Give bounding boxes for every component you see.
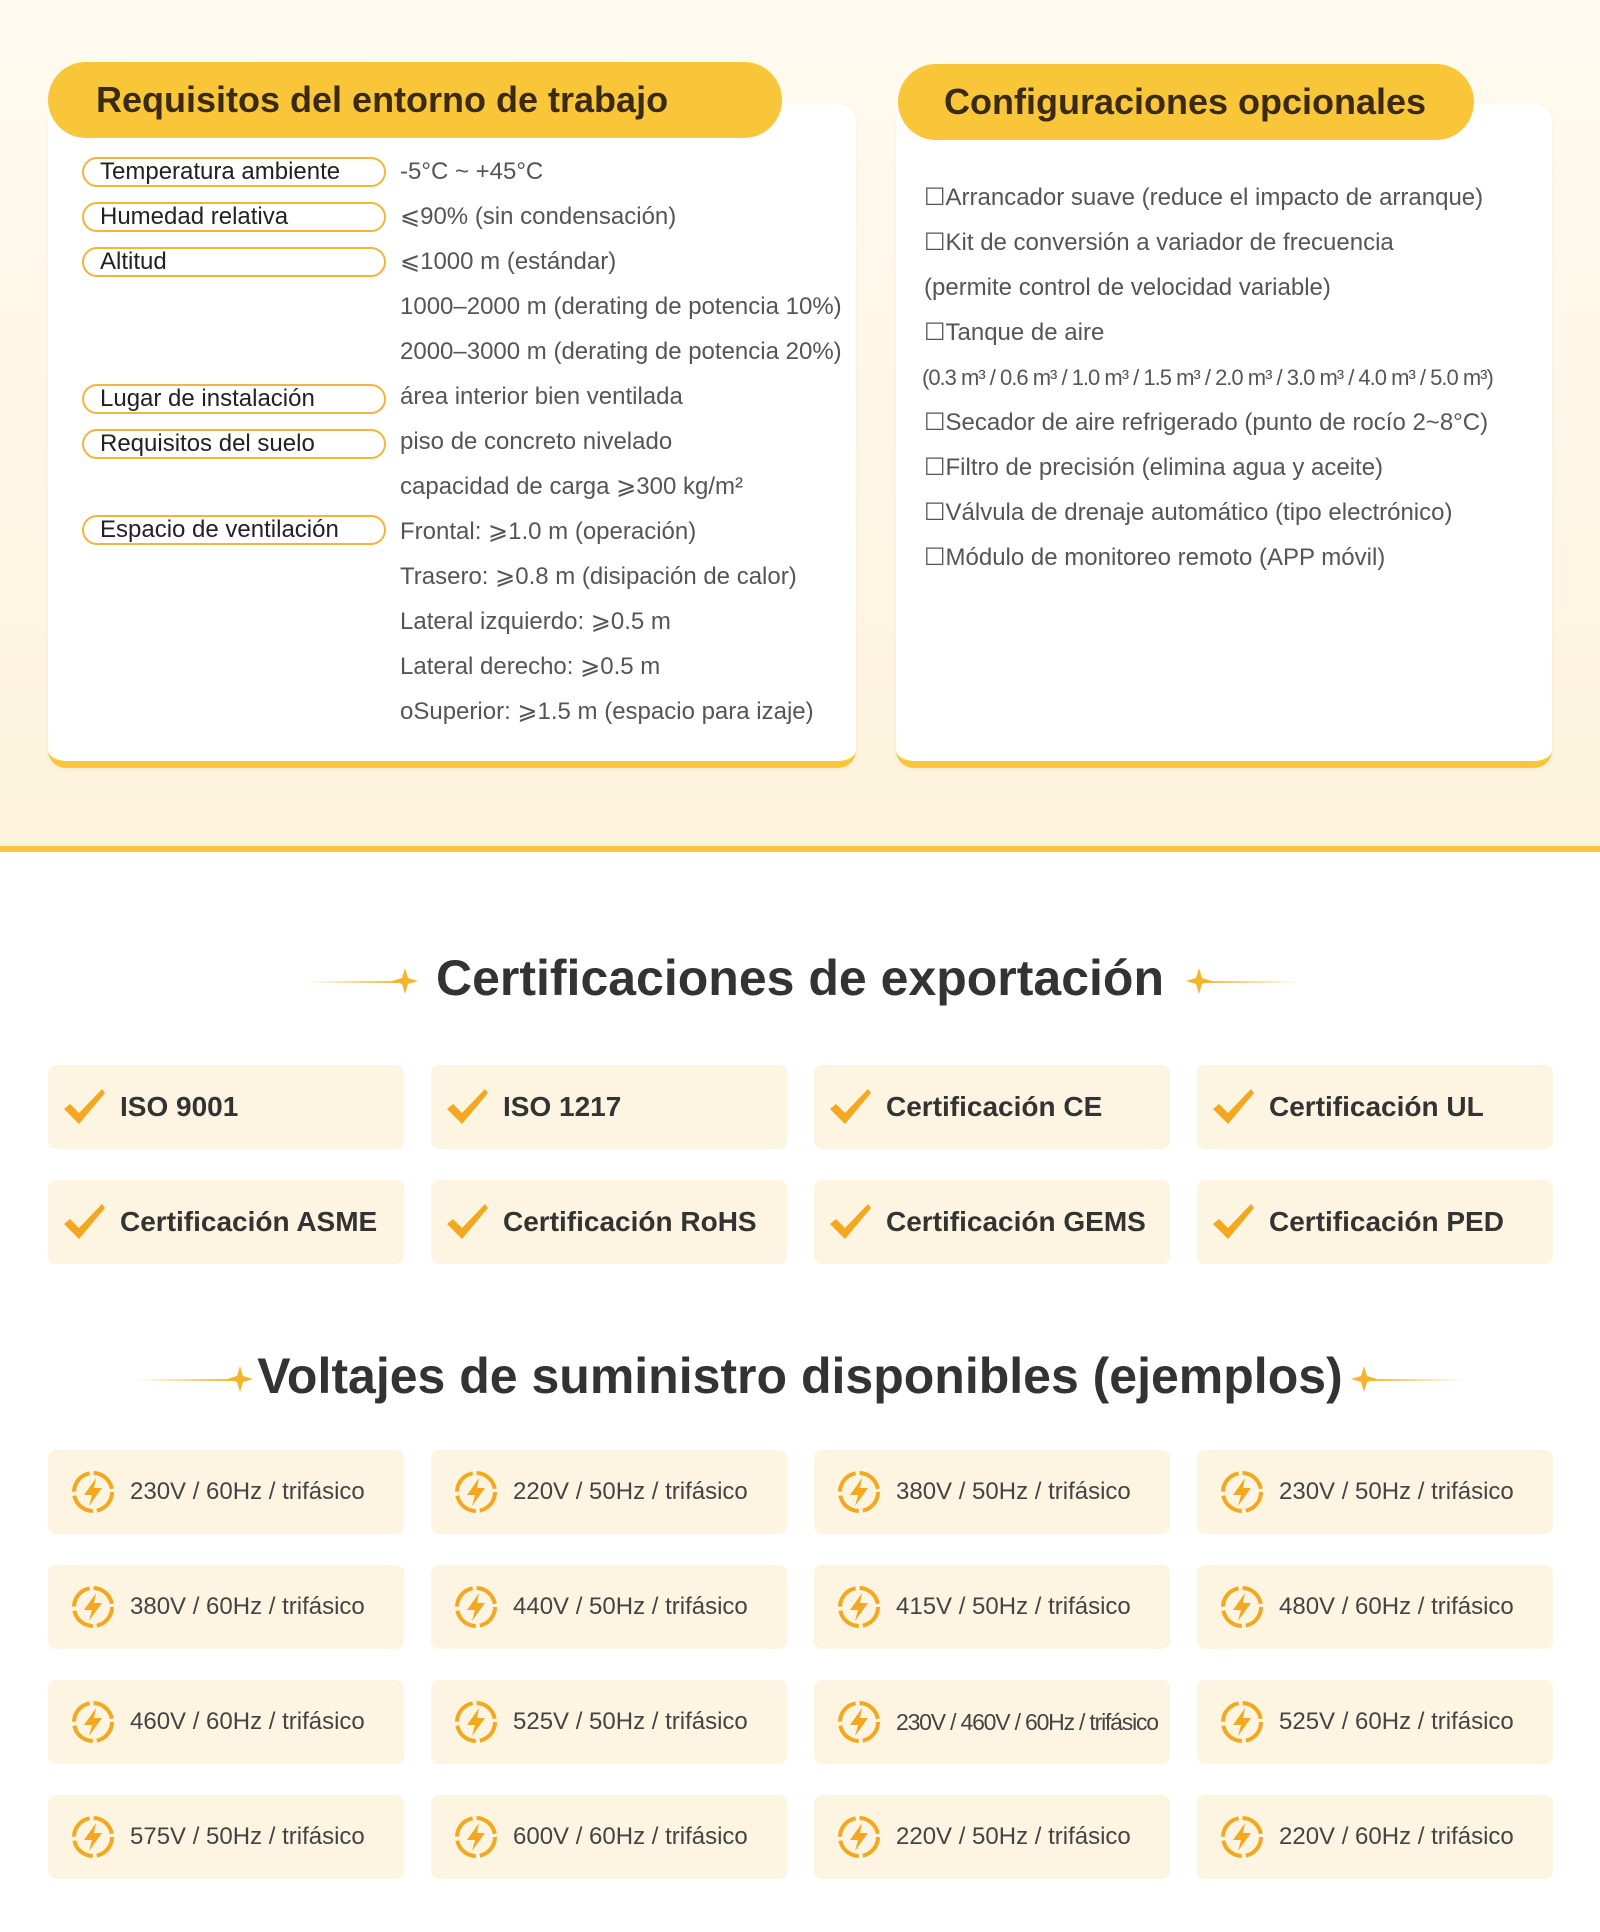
option-vfd-kit[interactable]: ☐Kit de conversión a variador de frecuencia (924, 229, 1394, 256)
option-soft-starter[interactable]: ☐Arrancador suave (reduce el impacto de arranque) (924, 184, 1484, 211)
certification-label: ISO 1217 (503, 1091, 622, 1122)
voltage-label: 380V / 50Hz / trifásico (896, 1478, 1131, 1505)
voltage-tile (1197, 1565, 1553, 1649)
certification-label: Certificación CE (886, 1091, 1103, 1122)
certification-tile (48, 1065, 404, 1149)
voltage-tile (1197, 1680, 1553, 1764)
checkmark-icon (62, 1087, 106, 1127)
value-ventilation-1: Frontal: ⩾1.0 m (operación) (400, 518, 697, 545)
label-humidity: Humedad relativa (82, 202, 386, 232)
certification-label: Certificación GEMS (886, 1206, 1146, 1237)
option-air-tank[interactable]: ☐Tanque de aire (924, 319, 1105, 346)
voltage-label: 480V / 60Hz / trifásico (1279, 1593, 1514, 1620)
lightning-bolt-icon (70, 1814, 116, 1860)
checkmark-icon (828, 1087, 872, 1127)
value-installation: área interior bien ventilada (400, 383, 683, 410)
option-drain-valve[interactable]: ☐Válvula de drenaje automático (tipo electrónico) (924, 499, 1453, 526)
value-temperature: -5°C ~ +45°C (400, 158, 544, 185)
environment-title: Requisitos del entorno de trabajo (48, 62, 782, 138)
lightning-bolt-icon (836, 1469, 882, 1515)
voltages-title: Voltajes de suministro disponibles (ejemplos) (257, 1348, 1343, 1404)
value-ventilation-4: Lateral derecho: ⩾0.5 m (400, 653, 661, 680)
value-altitude-2: 1000–2000 m (derating de potencia 10%) (400, 293, 842, 320)
voltage-tile (814, 1795, 1170, 1879)
lightning-bolt-icon (836, 1699, 882, 1745)
voltage-label: 220V / 50Hz / trifásico (896, 1823, 1131, 1850)
value-ventilation-5: oSuperior: ⩾1.5 m (espacio para izaje) (400, 698, 814, 725)
voltage-tile (814, 1565, 1170, 1649)
voltage-label: 415V / 50Hz / trifásico (896, 1593, 1131, 1620)
certification-tile (814, 1065, 1170, 1149)
voltage-label: 525V / 50Hz / trifásico (513, 1708, 748, 1735)
lightning-bolt-icon (70, 1584, 116, 1630)
value-ventilation-2: Trasero: ⩾0.8 m (disipación de calor) (400, 563, 797, 590)
label-ventilation: Espacio de ventilación (82, 515, 386, 545)
heading-decor-line-right (1365, 1379, 1465, 1381)
voltage-tile (48, 1450, 404, 1534)
certification-label: Certificación UL (1269, 1091, 1484, 1122)
voltage-tile (48, 1565, 404, 1649)
option-vfd-kit-note: (permite control de velocidad variable) (924, 274, 1331, 301)
lightning-bolt-icon (453, 1469, 499, 1515)
section-divider (0, 846, 1600, 852)
checkmark-icon (828, 1202, 872, 1242)
voltage-tile (814, 1450, 1170, 1534)
certification-tile (431, 1180, 787, 1264)
voltage-label: 230V / 60Hz / trifásico (130, 1478, 365, 1505)
voltage-tile (431, 1795, 787, 1879)
option-filter[interactable]: ☐Filtro de precisión (elimina agua y aceite) (924, 454, 1384, 481)
checkmark-icon (62, 1202, 106, 1242)
value-altitude-1: ⩽1000 m (estándar) (400, 248, 617, 275)
option-dryer[interactable]: ☐Secador de aire refrigerado (punto de rocío 2~8°C) (924, 409, 1489, 436)
label-floor: Requisitos del suelo (82, 429, 386, 459)
label-altitude: Altitud (82, 247, 386, 277)
voltage-tile (48, 1680, 404, 1764)
voltage-tile (814, 1680, 1170, 1764)
voltage-tile (431, 1565, 787, 1649)
checkmark-icon (445, 1202, 489, 1242)
lightning-bolt-icon (1219, 1699, 1265, 1745)
certification-label: Certificación ASME (120, 1206, 378, 1237)
voltage-label: 220V / 60Hz / trifásico (1279, 1823, 1514, 1850)
options-title: Configuraciones opcionales (898, 64, 1474, 140)
lightning-bolt-icon (453, 1699, 499, 1745)
value-floor-1: piso de concreto nivelado (400, 428, 673, 455)
voltage-label: 600V / 60Hz / trifásico (513, 1823, 748, 1850)
value-floor-2: capacidad de carga ⩾300 kg/m² (400, 473, 743, 500)
certification-label: Certificación PED (1269, 1206, 1504, 1237)
lightning-bolt-icon (70, 1469, 116, 1515)
label-installation: Lugar de instalación (82, 384, 386, 414)
checkmark-icon (445, 1087, 489, 1127)
lightning-bolt-icon (1219, 1814, 1265, 1860)
voltage-label: 380V / 60Hz / trifásico (130, 1593, 365, 1620)
value-ventilation-3: Lateral izquierdo: ⩾0.5 m (400, 608, 671, 635)
voltage-label: 230V / 50Hz / trifásico (1279, 1478, 1514, 1505)
certification-tile (1197, 1180, 1553, 1264)
voltage-label: 460V / 60Hz / trifásico (130, 1708, 365, 1735)
value-altitude-3: 2000–3000 m (derating de potencia 20%) (400, 338, 842, 365)
voltage-tile (1197, 1795, 1553, 1879)
lightning-bolt-icon (1219, 1584, 1265, 1630)
lightning-bolt-icon (836, 1814, 882, 1860)
voltage-tile (1197, 1450, 1553, 1534)
lightning-bolt-icon (70, 1699, 116, 1745)
checkmark-icon (1211, 1202, 1255, 1242)
voltage-label: 440V / 50Hz / trifásico (513, 1593, 748, 1620)
checkmark-icon (1211, 1087, 1255, 1127)
voltage-label: 575V / 50Hz / trifásico (130, 1823, 365, 1850)
voltage-tile (48, 1795, 404, 1879)
certification-label: Certificación RoHS (503, 1206, 757, 1237)
certification-tile (48, 1180, 404, 1264)
value-humidity: ⩽90% (sin condensación) (400, 203, 677, 230)
option-remote-monitoring[interactable]: ☐Módulo de monitoreo remoto (APP móvil) (924, 544, 1386, 571)
voltage-tile (431, 1450, 787, 1534)
certification-tile (1197, 1065, 1553, 1149)
voltage-label: 230V / 460V / 60Hz / trifásico (896, 1708, 1158, 1735)
certification-tile (431, 1065, 787, 1149)
label-temperature: Temperatura ambiente (82, 157, 386, 187)
voltage-tile (431, 1680, 787, 1764)
certifications-title: Certificaciones de exportación (435, 950, 1164, 1006)
lightning-bolt-icon (453, 1584, 499, 1630)
lightning-bolt-icon (1219, 1469, 1265, 1515)
option-air-tank-sizes: (0.3 m³ / 0.6 m³ / 1.0 m³ / 1.5 m³ / 2.0 m³ / 3.0 m³ / 4.0 m³ / 5.0 m³) (922, 365, 1493, 390)
certification-tile (814, 1180, 1170, 1264)
certification-label: ISO 9001 (120, 1091, 239, 1122)
lightning-bolt-icon (453, 1814, 499, 1860)
voltage-label: 525V / 60Hz / trifásico (1279, 1708, 1514, 1735)
voltage-label: 220V / 50Hz / trifásico (513, 1478, 748, 1505)
lightning-bolt-icon (836, 1584, 882, 1630)
heading-decor-line-right (1200, 981, 1300, 983)
